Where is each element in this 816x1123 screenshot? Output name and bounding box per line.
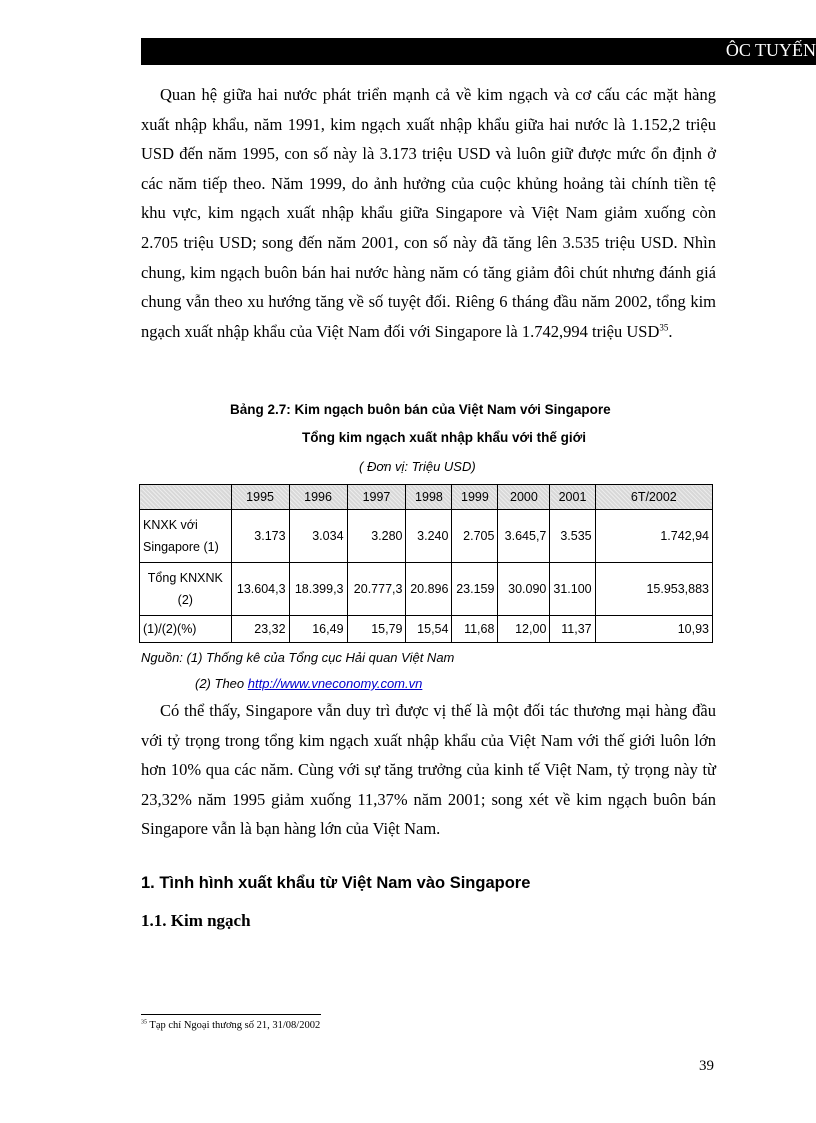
header-bar: [141, 38, 816, 65]
table-row: [140, 563, 713, 616]
table-row: [140, 616, 713, 643]
table-unit: ( Đơn vị: Triệu USD): [359, 459, 476, 474]
table-header-cell: 1999: [452, 485, 498, 510]
table-cell: 3.240: [406, 510, 452, 563]
table-cell: 16,49: [289, 616, 347, 643]
table-cell: 12,00: [498, 616, 550, 643]
table-cell: 15,79: [347, 616, 406, 643]
table-row-label: (1)/(2)(%): [140, 616, 232, 643]
table-cell: 31.100: [550, 563, 595, 616]
footnote: [141, 1020, 320, 1031]
footnote-number: 35: [141, 1019, 147, 1026]
table-cell: 23,32: [231, 616, 289, 643]
header-text: ÔC TUYẾN: [725, 40, 816, 60]
row-label-line: (2): [177, 593, 193, 607]
table-cell: 11,37: [550, 616, 595, 643]
paragraph-intro-text: Quan hệ giữa hai nước phát triển mạnh cả về kim ngạch và cơ cấu các mặt hàng xuất nhập khẩu, năm 1991, kim ngạch xuất nhập khẩu giữa hai nước là 1.152,2 triệu USD đến năm 1995, con số này là 3.173 triệu USD và luôn giữ được mức ổn định ở các năm tiếp theo. Năm 1999, do ảnh hưởng của cuộc khủng hoảng tài chính tiền tệ khu vực, kim ngạch xuất nhập khẩu giữa Singapore và Việt Nam giảm xuống còn 2.705 triệu USD; song đến năm 2001, con số này đã tăng lên 3.535 triệu USD. Nhìn chung, kim ngạch buôn bán hai nước hàng năm có tăng giảm đôi chút nhưng đánh giá chung vẫn theo xu hướng tăng về số tuyệt đối. Riêng 6 tháng đầu năm 2002, tổng kim ngạch xuất nhập khẩu của Việt Nam đối với Singapore là 1.742,994 triệu USD: [141, 85, 716, 341]
footnote-text: Tạp chí Ngoại thương số 21, 31/08/2002: [147, 1020, 321, 1031]
paragraph-analysis: Có thể thấy, Singapore vẫn duy trì được vị thế là một đối tác thương mại hàng đầu với tỷ trọng trong tổng kim ngạch xuất nhập khẩu của Việt Nam với thế giới luôn lớn hơn 10% qua các năm. Cùng với sự tăng trưởng của kinh tế Việt Nam, tỷ trọng này từ 23,32% năm 1995 giảm xuống 11,37% năm 2001; song xét về kim ngạch buôn bán Singapore vẫn là bạn hàng lớn của Việt Nam.: [141, 701, 716, 839]
table-row: [140, 510, 713, 563]
table-cell: 11,68: [452, 616, 498, 643]
source-line-2-prefix: (2) Theo: [195, 676, 248, 691]
table-header-cell: 1997: [347, 485, 406, 510]
table-header-cell: 1998: [406, 485, 452, 510]
source-line-1: Nguồn: (1) Thống kê của Tổng cục Hải quan Việt Nam: [141, 650, 455, 665]
paragraph-intro: [141, 80, 716, 346]
table-cell: 15.953,883: [595, 563, 712, 616]
table-header-empty: [140, 485, 232, 510]
section-heading: 1. Tình hình xuất khẩu từ Việt Nam vào Singapore: [141, 874, 531, 892]
paragraph-intro-end: .: [668, 321, 673, 341]
table-subtitle: Tổng kim ngạch xuất nhập khẩu với thế giới: [302, 430, 586, 445]
table-header-cell: 2001: [550, 485, 595, 510]
table-cell: 3.173: [231, 510, 289, 563]
table-header-cell: 6T/2002: [595, 485, 712, 510]
row-label-line: KNXK với: [143, 518, 198, 532]
footnote-ref[interactable]: 35: [659, 322, 669, 333]
footnote-divider: [141, 1014, 321, 1015]
table-cell: 2.705: [452, 510, 498, 563]
page-number: 39: [699, 1058, 714, 1074]
table-cell: 13.604,3: [231, 563, 289, 616]
table-cell: 3.535: [550, 510, 595, 563]
subsection-heading: 1.1. Kim ngạch: [141, 911, 251, 930]
table-cell: 23.159: [452, 563, 498, 616]
table-cell: 18.399,3: [289, 563, 347, 616]
table-row-label: [140, 510, 232, 563]
table-header-cell: 2000: [498, 485, 550, 510]
table-cell: 15,54: [406, 616, 452, 643]
table-cell: 30.090: [498, 563, 550, 616]
table-cell: 3.034: [289, 510, 347, 563]
table-cell: 1.742,94: [595, 510, 712, 563]
source-line-2: [195, 676, 422, 691]
table-row-label: [140, 563, 232, 616]
table-title: Bảng 2.7: Kim ngạch buôn bán của Việt Nam với Singapore: [230, 402, 611, 417]
table-cell: 10,93: [595, 616, 712, 643]
table-header-row: [140, 485, 713, 510]
table-header-cell: 1996: [289, 485, 347, 510]
table-cell: 3.645,7: [498, 510, 550, 563]
row-label-line: Tổng KNXNK: [147, 571, 223, 585]
row-label-line: Singapore (1): [143, 540, 219, 554]
table-cell: 3.280: [347, 510, 406, 563]
table-cell: 20.896: [406, 563, 452, 616]
trade-table: [139, 484, 713, 643]
table-header-cell: 1995: [231, 485, 289, 510]
table-cell: 20.777,3: [347, 563, 406, 616]
source-link[interactable]: http://www.vneconomy.com.vn: [247, 676, 423, 691]
